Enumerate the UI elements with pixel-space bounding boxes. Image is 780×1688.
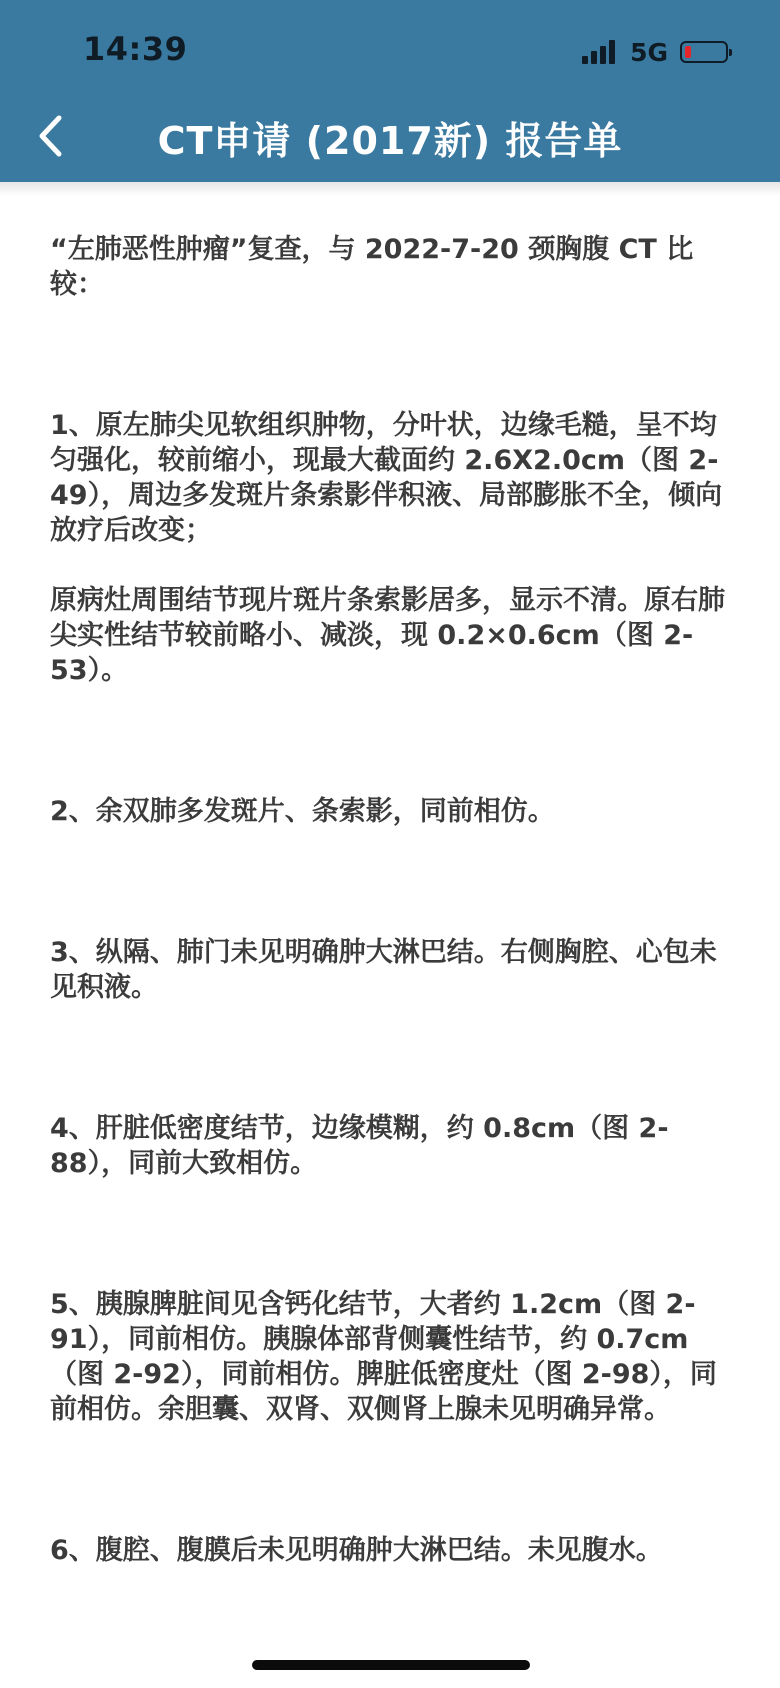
header-shadow [0,182,780,196]
report-item-5: 5、胰腺脾脏间见含钙化结节，大者约 1.2cm（图 2-91），同前相仿。胰腺体部背侧囊性结节，约 0.7cm（图 2-92），同前相仿。脾脏低密度灶（图 2-98），同前相仿。余胆囊、双肾、双侧肾上腺未见明确异常。 [50,1289,717,1425]
app-header [0,0,780,182]
battery-icon [680,41,728,63]
battery-nub [729,49,732,56]
status-indicators [582,38,728,66]
status-time: 14:39 [83,30,188,68]
report-item-6: 6、腹腔、腹膜后未见明确肿大淋巴结。未见腹水。 [50,1535,663,1566]
report-item-1-continued: 原病灶周围结节现片斑片条索影居多，显示不清。原右肺尖实性结节较前略小、减淡，现 0.2×0.6cm（图 2-53）。 [50,585,725,686]
battery-level [685,46,691,58]
network-type: 5G [630,37,668,67]
report-item-4: 4、肝脏低密度结节，边缘模糊，约 0.8cm（图 2-88），同前大致相仿。 [50,1113,669,1179]
report-intro: “左肺恶性肿瘤”复查，与 2022-7-20 颈胸腹 CT 比较： [50,234,694,300]
home-indicator[interactable] [252,1660,530,1670]
signal-icon [582,40,618,64]
report-item-2: 2、余双肺多发斑片、条索影，同前相仿。 [50,796,555,827]
page-title: CT申请 (2017新) 报告单 [157,119,623,163]
report-item-3: 3、纵隔、肺门未见明确肿大淋巴结。右侧胸腔、心包未见积液。 [50,937,717,1003]
report-item-1: 1、原左肺尖见软组织肿物，分叶状，边缘毛糙，呈不均匀强化，较前缩小，现最大截面约 2.6X2.0cm（图 2-49），周边多发斑片条索影伴积液、局部膨胀不全，倾向放疗后改变； [50,410,723,546]
report-content [50,232,730,1568]
